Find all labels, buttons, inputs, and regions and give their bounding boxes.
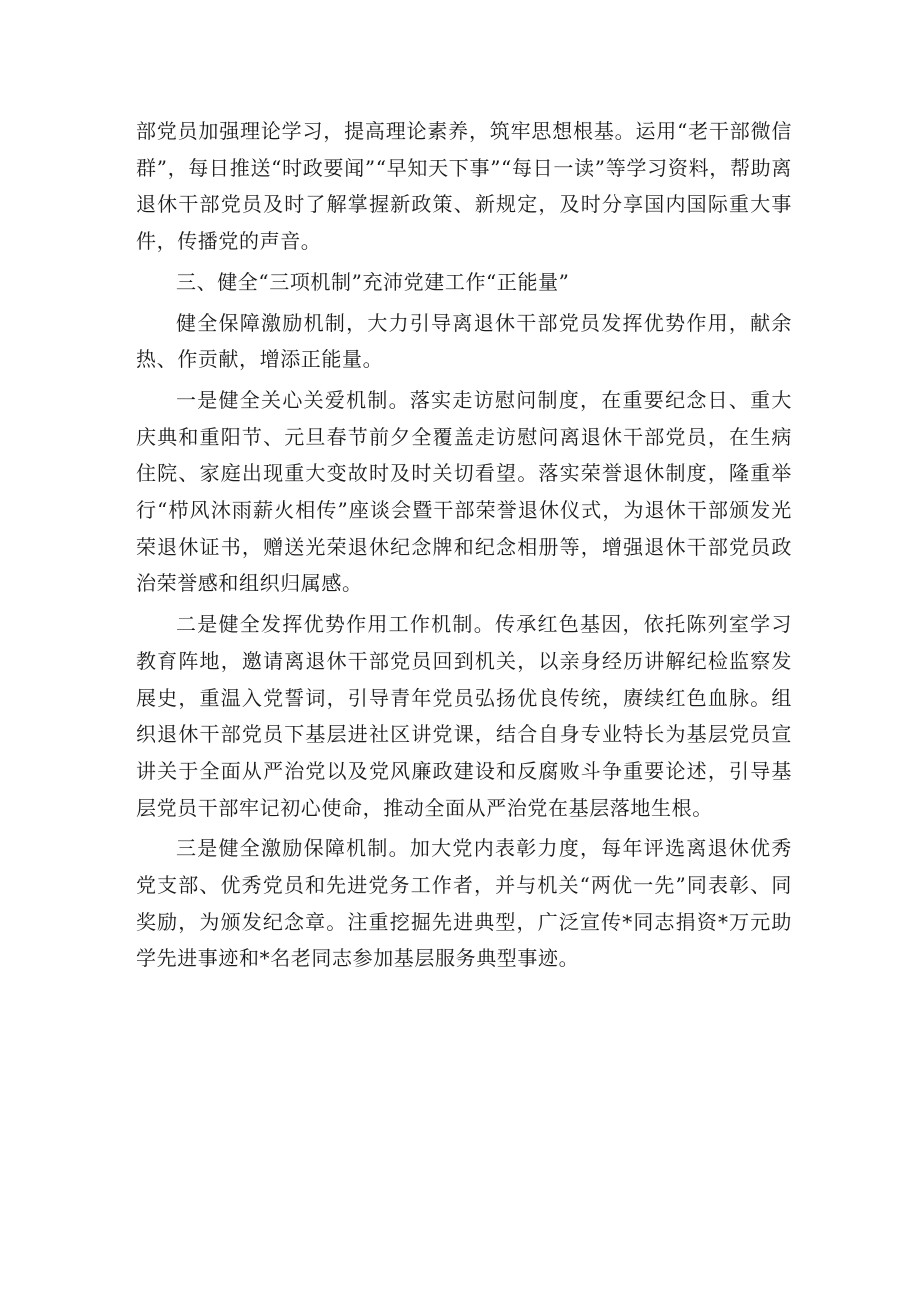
paragraph-intro: 健全保障激励机制，大力引导离退休干部党员发挥优势作用，献余热、作贡献，增添正能量。: [136, 310, 792, 372]
paragraph-item-1: 一是健全关心关爱机制。落实走访慰问制度，在重要纪念日、重大庆典和重阳节、元旦春节前夕全覆盖走访慰问离退休干部党员，在生病住院、家庭出现重大变故时及时关切看望。落实荣誉退休制度，隆重举行“栉风沐雨薪火相传”座谈会暨干部荣誉退休仪式，为退休干部颁发光荣退休证书，赠送光荣退休纪念牌和纪念相册等，增强退休干部党员政治荣誉感和组织归属感。: [136, 387, 792, 596]
paragraph-item-3: 三是健全激励保障机制。加大党内表彰力度，每年评选离退休优秀党支部、优秀党员和先进党务工作者，并与机关“两优一先”同表彰、同奖励，为颁发纪念章。注重挖掘先进典型，广泛宣传*同志捐资*万元助学先进事迹和*名老同志参加基层服务典型事迹。: [136, 836, 792, 971]
paragraph-item-2: 二是健全发挥优势作用工作机制。传承红色基因，依托陈列室学习教育阵地，邀请离退休干部党员回到机关，以亲身经历讲解纪检监察发展史，重温入党誓词，引导青年党员弘扬优良传统，赓续红色血脉。组织退休干部党员下基层进社区讲党课，结合自身专业特长为基层党员宣讲关于全面从严治党以及党风廉政建设和反腐败斗争重要论述，引导基层党员干部牢记初心使命，推动全面从严治党在基层落地生根。: [136, 612, 792, 820]
document-body: [136, 113, 792, 977]
section-heading: 三、健全“三项机制”充沛党建工作“正能量”: [176, 269, 570, 294]
paragraph-continuation: 部党员加强理论学习，提高理论素养，筑牢思想根基。运用“老干部微信群”，每日推送“时政要闻”“早知天下事”“每日一读”等学习资料，帮助离退休干部党员及时了解掌握新政策、新规定，及时分享国内国际重大事件，传播党的声音。: [136, 119, 792, 254]
